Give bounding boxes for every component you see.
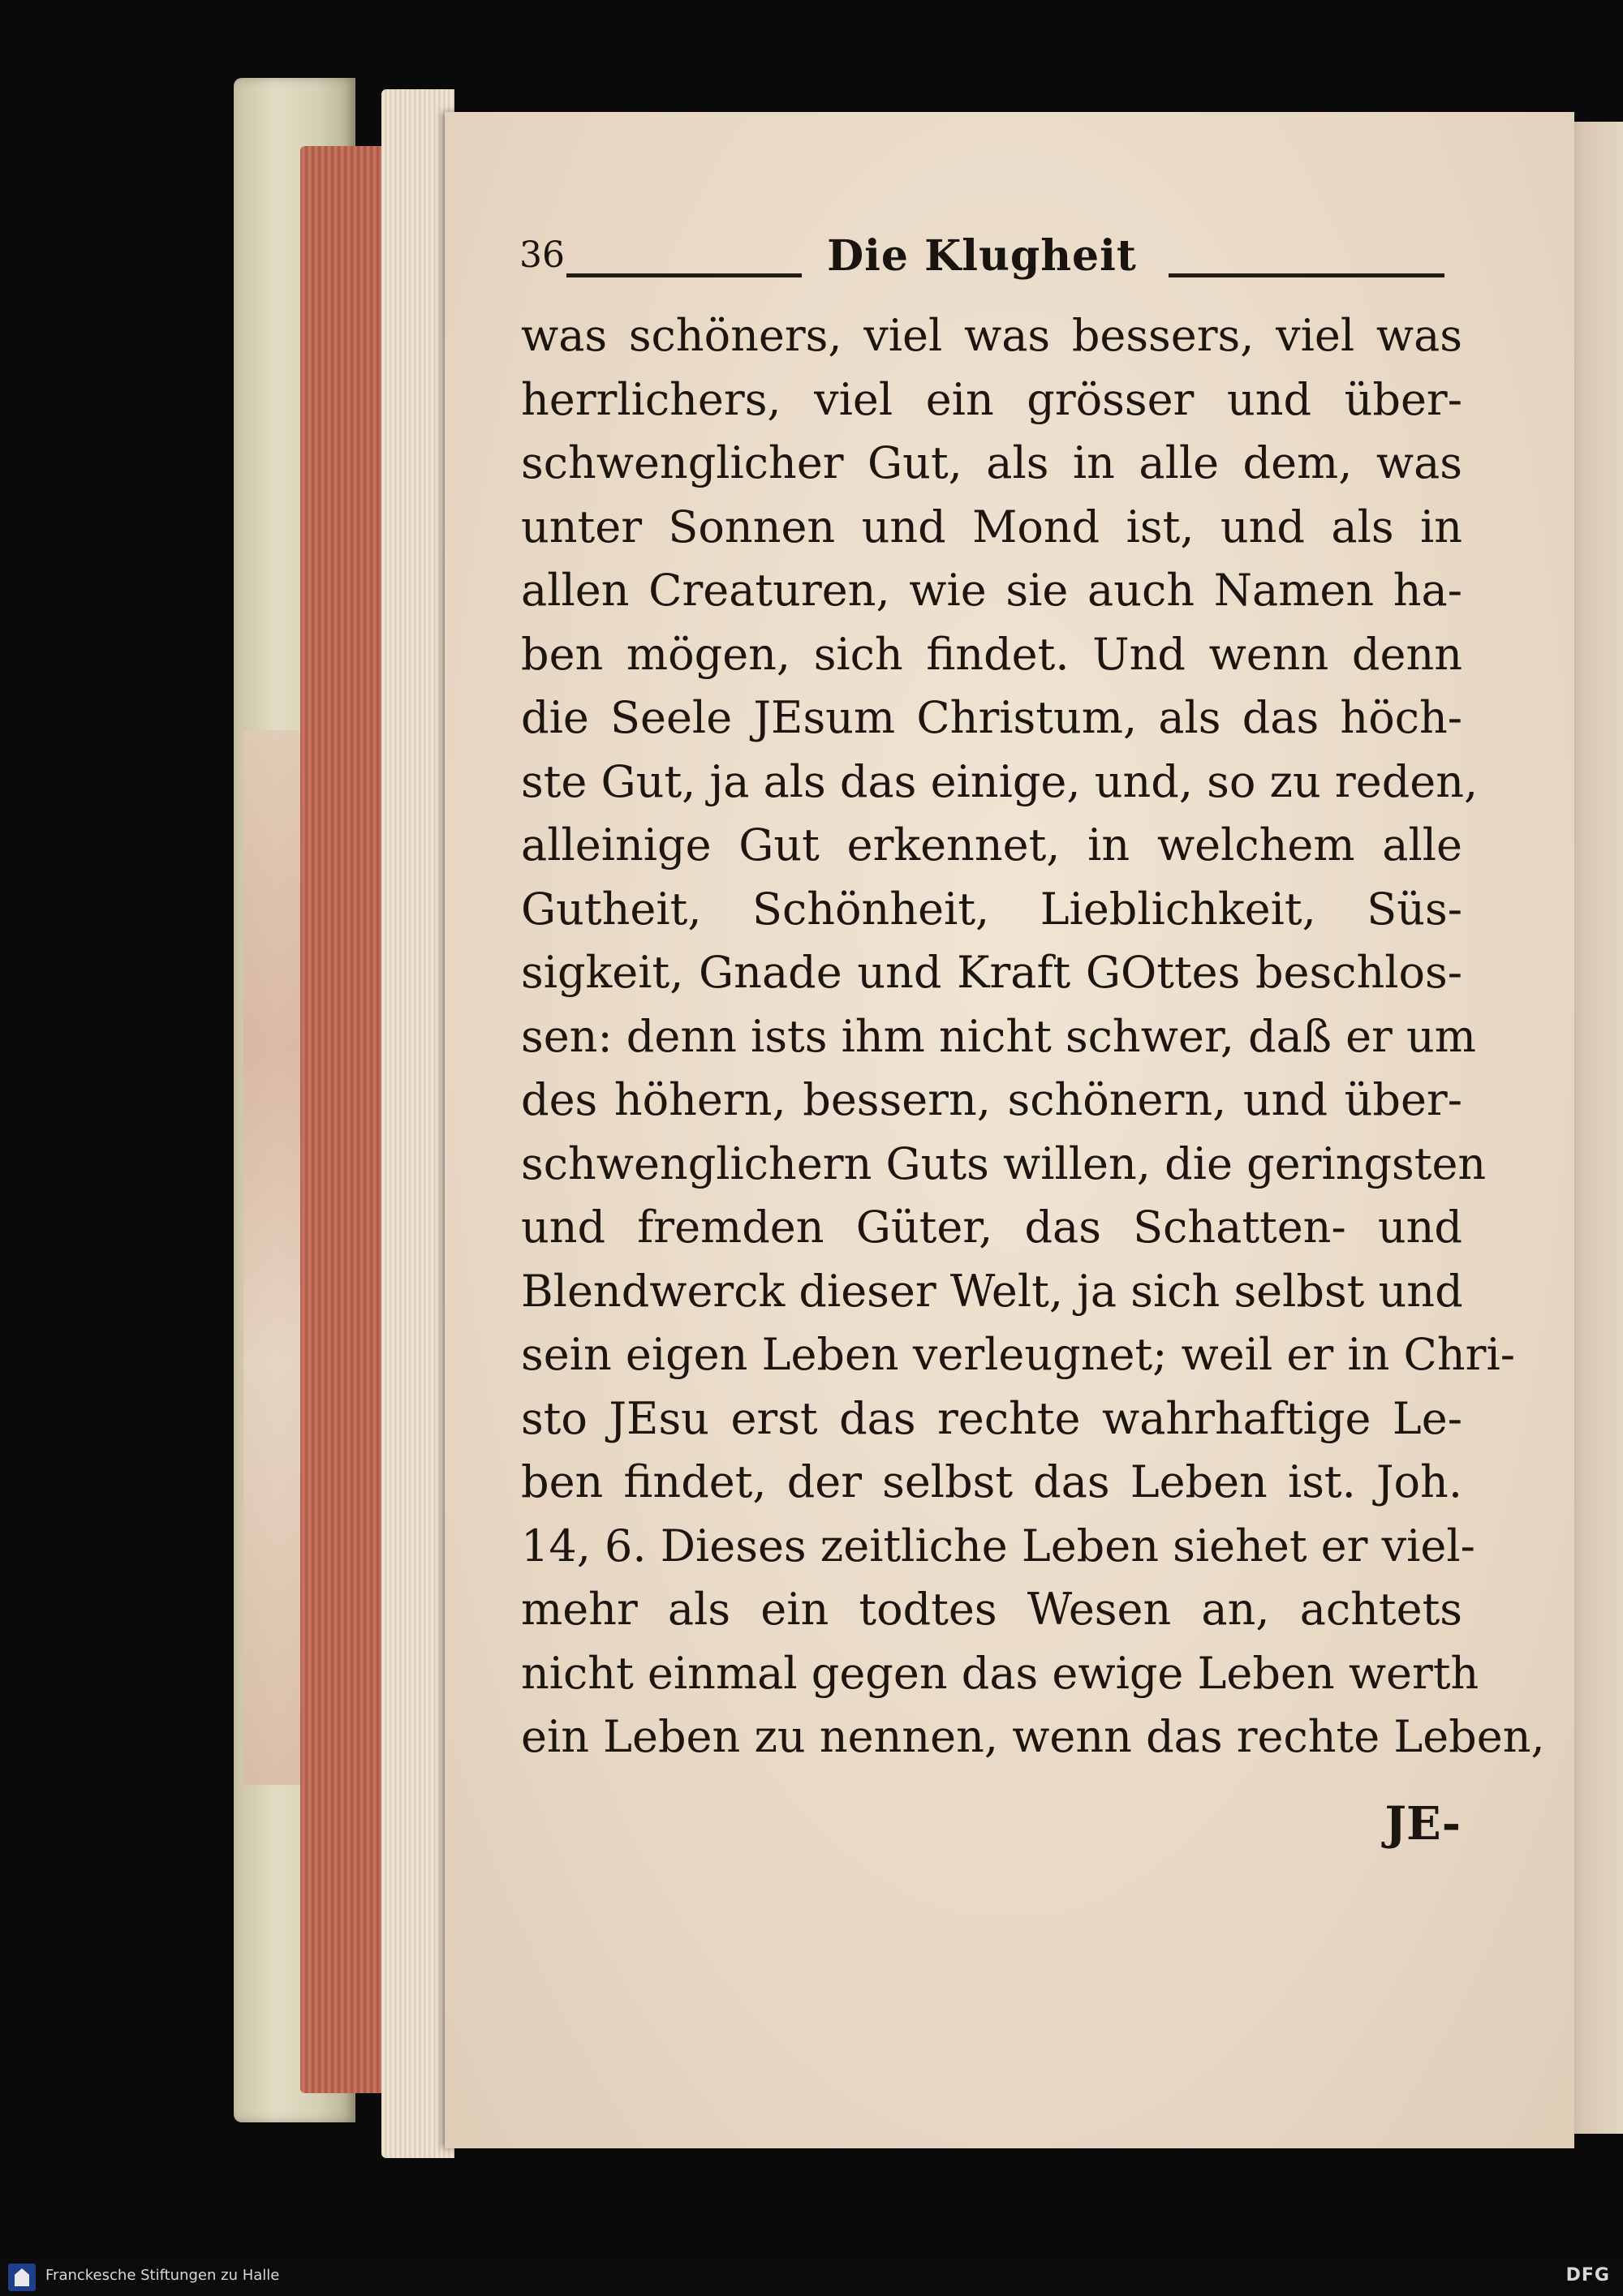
header-rule-right — [1169, 273, 1444, 277]
body-text — [521, 304, 1545, 1769]
text-line: und fremden Güter, das Schatten- und — [521, 1202, 1462, 1253]
text-line: sein eigen Leben verleugnet; weil er in Chri- — [521, 1329, 1515, 1380]
text-line: ein Leben zu nennen, wenn das rechte Leben, — [521, 1711, 1545, 1762]
text-line: herrlichers, viel ein grösser und über- — [521, 373, 1462, 425]
text-line: schwenglicher Gut, als in alle dem, was — [521, 437, 1462, 488]
institution-name: Franckesche Stiftungen zu Halle — [45, 2267, 280, 2284]
page-number: 36 — [519, 234, 565, 276]
text-line: allen Creaturen, wie sie auch Namen ha- — [521, 565, 1462, 616]
text-line: schwenglichern Guts willen, die geringsten — [521, 1137, 1487, 1189]
red-page-edge — [300, 146, 390, 2093]
text-line: ben findet, der selbst das Leben ist. Joh. — [521, 1456, 1462, 1507]
text-line: des höhern, bessern, schönern, und über- — [521, 1074, 1462, 1125]
page-header — [519, 231, 1444, 288]
catchword: JE- — [1384, 1797, 1461, 1851]
page-stack — [381, 89, 454, 2158]
text-line: ste Gut, ja als das einige, und, so zu reden, — [521, 755, 1479, 807]
text-line: die Seele JEsum Christum, als das höch- — [521, 692, 1462, 743]
text-line: Blendwerck dieser Welt, ja sich selbst und — [521, 1265, 1463, 1317]
text-line: alleinige Gut erkennet, in welchem alle — [521, 819, 1462, 871]
text-line: mehr als ein todtes Wesen an, achtets — [521, 1584, 1462, 1635]
text-line: unter Sonnen und Mond ist, und als in — [521, 501, 1462, 553]
text-line: was schöners, viel was bessers, viel was — [521, 310, 1462, 361]
text-line: sen: denn ists ihm nicht schwer, daß er um — [521, 1010, 1477, 1062]
funder-logo: DFG — [1565, 2265, 1610, 2285]
running-title: Die Klugheit — [827, 231, 1137, 281]
institution-logo-icon — [8, 2264, 36, 2291]
text-line: Gutheit, Schönheit, Lieblichkeit, Süs- — [521, 883, 1462, 935]
footer-bar — [0, 2257, 1623, 2296]
text-line: sto JEsu erst das rechte wahrhaftige Le- — [521, 1392, 1462, 1444]
text-line: nicht einmal gegen das ewige Leben werth — [521, 1647, 1479, 1699]
text-line: 14, 6. Dieses zeitliche Leben siehet er viel- — [521, 1520, 1475, 1572]
header-rule-left — [566, 273, 802, 277]
text-line: sigkeit, Gnade und Kraft GOttes beschlos- — [521, 947, 1462, 998]
facing-page-edge — [1574, 122, 1623, 2134]
text-line: ben mögen, sich findet. Und wenn denn — [521, 628, 1462, 680]
